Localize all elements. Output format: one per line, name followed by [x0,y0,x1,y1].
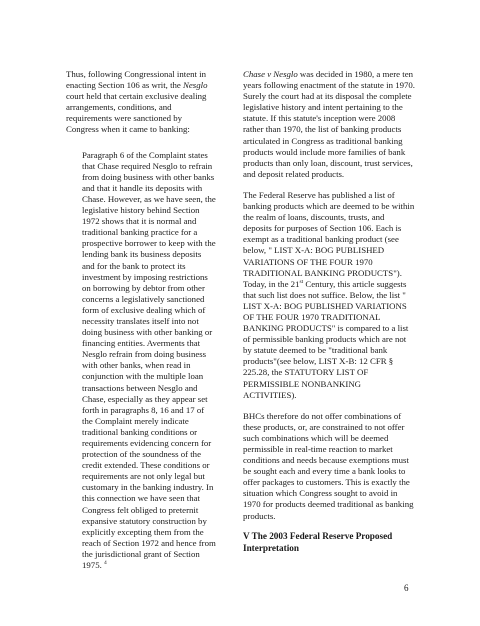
paragraph-bhcs: BHCs therefore do not offer combinations of these products, or, are constrained to not offer such combinations which will be deemed permissible in real-time reaction to market conditions and needs because exemptions must be sought each and every time a bank looks to offer packages to customers. This is exactly the situation which Congress sought to avoid in 1970 for products deemed traditional as banking products. [243,410,414,521]
block-quote: Paragraph 6 of the Complaint states that Chase required Nesglo to refrain from doing business with other banks and that it handle its deposits with Chase. However, as we have seen, the legislative history behind Section 1972 shows that it is normal and traditional banking practice for a prospective borrower to keep with the lending bank its business deposits and for the bank to protect its investment by imposing restrictions on borrowing by debtor from other concerns a legislatively sanctioned form of exclusive dealing which of necessity translates itself into not doing business with other banking or financing entities. Averments that Nesglo refrain from doing business with other banks, when read in conjunction with the multiple loan transactions between Nesglo and Chase, especially as they appear set forth in paragraphs 8, 16 and 17 of the Complaint merely indicate traditional banking conditions or requirements evidencing concern for protection of the soundness of the credit extended. These conditions or requirements are not only legal but customary in the banking industry. In this connection we have seen that Congress felt obliged to preternit expansive statutory construction by explicitly excepting them from the reach of Section 1972 and hence from the jurisdictional grant of Section 1975. $^4$ [82,149,216,571]
page-number: 6 [404,583,409,593]
left-column [66,69,216,571]
case-name: Nesglo [183,80,208,91]
ordinal-superscript: st [299,278,304,285]
intro-paragraph: Thus, following Congressional intent in enacting Section 106 as writ, the Nesglo court held that certain exclusive dealing arrangements, conditions, and requirements were sanctioned by Congress when it came to banking: [66,69,208,135]
right-column [243,69,415,522]
footnote-marker: 4 [104,560,107,567]
section-heading: V The 2003 Federal Reserve Proposed Interpretation [243,531,393,553]
paragraph-chase-v-nesglo: Chase v Nesglo was decided in 1980, a mere ten years following enactment of the statute in 1970. Surely the court had at its disposal the complete legislative history and intent pertaining to the statute. If this statute's inception were 2008 rather than 1970, the list of banking products articulated in Congress as traditional banking products would include more families of bank products than only loan, discount, trust services, and deposit related products. [243,69,415,179]
paragraph-federal-reserve-list: The Federal Reserve has published a list of banking products which are deemed to be within the realm of loans, discounts, trusts, and deposits for purposes of Section 106. Each is exempt as a traditional banking product (see below, " LIST X-A: BOG PUBLISHED VARIATIONS OF THE FOUR 1970 TRADITIONAL BANKING PRODUCTS"). Today, in the 21st Century, this article suggests that such list does not suffice. Below, the list " LIST X-A: BOG PUBLISHED VARIATIONS OF THE FOUR 1970 TRADITIONAL BANKING PRODUCTS" is compared to a list of permissible banking products which are not by statute deemed to be "traditional bank products"(see below, LIST X-B: 12 CFR § 225.28, the STATUTORY LIST OF PERMISSIBLE NONBANKING ACTIVITIES). [243,189,415,400]
case-name: Chase v Nesglo [243,69,298,79]
